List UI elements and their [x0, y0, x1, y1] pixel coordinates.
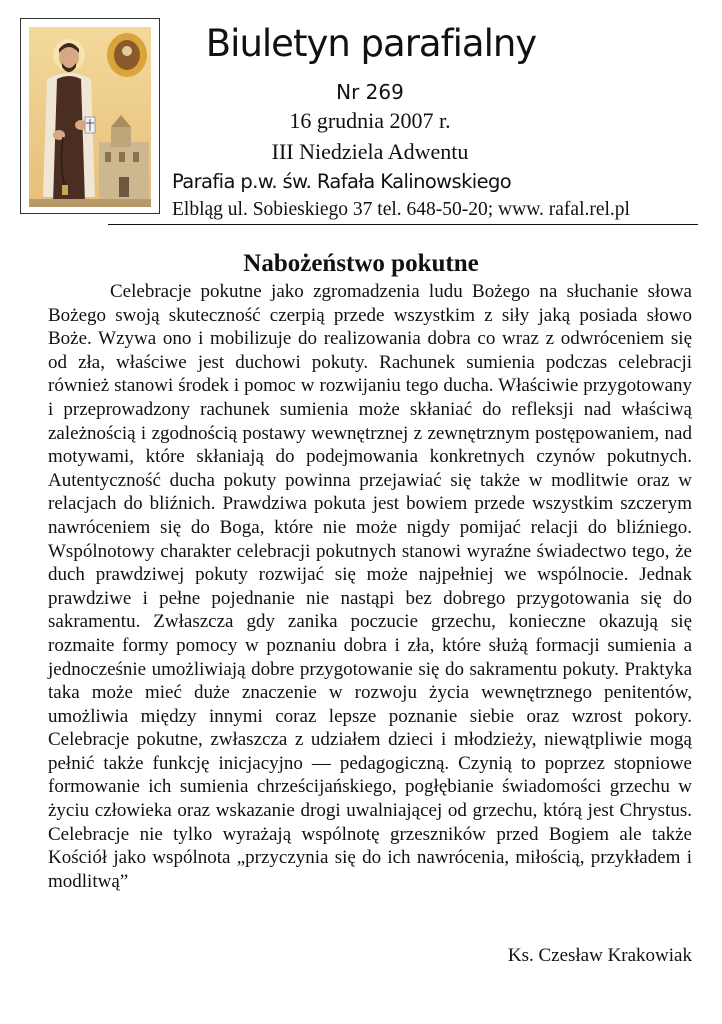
liturgical-day: III Niedziela Adwentu — [271, 139, 469, 164]
issue-date: 16 grudnia 2007 r. — [289, 108, 451, 133]
saint-portrait-icon — [29, 27, 151, 207]
parish-address: Elbląg ul. Sobieskiego 37 tel. 648-50-20; www. rafal.rel.pl — [172, 199, 630, 220]
issue-number: Nr 269 — [336, 80, 404, 104]
header-divider — [108, 224, 698, 225]
article-title: Nabożeństwo pokutne — [243, 250, 479, 277]
article-author: Ks. Czesław Krakowiak — [507, 945, 692, 966]
article-body: Celebracje pokutne jako zgromadzenia ludu Bożego na słuchanie słowa Bożego swoją skuteczność czerpią przede wszystkim z siły jaką posiada słowo Boże. Wzywa ono i mobilizuje do realizowania dobra co wraz z odwróceniem się od zła, właściwe jest duchowi pokuty. Rachunek sumienia podczas celebracji również stanowi środek i pomoc w rozwijaniu tego ducha. Właściwie przygotowany i przeprowadzony rachunek sumienia może skłaniać do refleksji nad właściwą zależnością i zgodnością postawy wewnętrznej z zewnętrznym postępowaniem, nad motywami, które skłaniają do podejmowania konkretnych czynów pokutnych. Autentyczność ducha pokuty powinna przejawiać się także w modlitwie oraz w relacjach do bliźnich. Prawdziwa pokuta jest bowiem przede wszystkim szczerym nawróceniem się do Boga, które nie może nigdy pomijać relacji do bliźniego. Wspólnotowy charakter celebracji pokutnych stanowi wyraźne świadectwo tego, że duch prawdziwej pokuty rozwijać się może najpełniej we wspólnocie. Jednak prawdziwe i pełne pojednanie nie nastąpi bez dobrego przygotowania się do sakramentu. Zwłaszcza gdy zanika poczucie grzechu, konieczne okazują się rozmaite formy pomocy w poznaniu dobra i zła, które służą formacji sumienia a jednocześnie umożliwiają dobre przygotowanie się do sakramentu pokuty. Praktyka taka może mieć duże znaczenie w rozwoju życia wewnętrznego penitentów, umożliwia między innymi coraz lepsze poznanie siebie oraz wzrost pokory. Celebracje pokutne, zwłaszcza z udziałem dzieci i młodzieży, niewątpliwie mogą pełnić także funkcję inicjacyjno — pedagogiczną. Czynią to poprzez stopniowe formowanie ich sumienia chrześcijańskiego, pogłębianie świadomości grzechu w życiu człowieka oraz wskazanie drogi uwalniającej od grzechu, którą jest Chrystus. Celebracje nie tylko wyrażają wspólnotę grzeszników przed Bogiem ale także Kościół jako wspólnota „przyczynia się do ich nawrócenia, miłością, przykładem i modlitwą” — [48, 281, 692, 892]
bulletin-title: Biuletyn parafialny — [205, 22, 537, 65]
saint-portrait — [20, 18, 160, 214]
parish-name: Parafia p.w. św. Rafała Kalinowskiego — [172, 170, 512, 193]
